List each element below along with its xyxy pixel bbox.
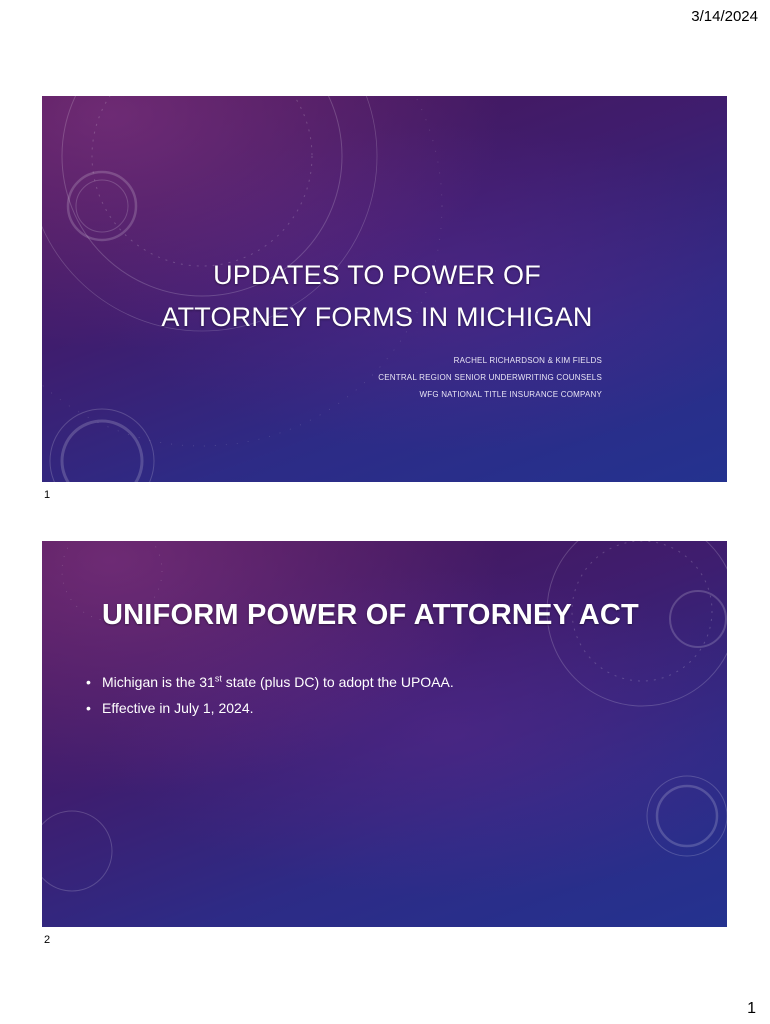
slide-2-number: 2	[44, 934, 51, 946]
slide-1-subtitle	[378, 352, 602, 403]
slide-1-subtitle-line-2: CENTRAL REGION SENIOR UNDERWRITING COUNSELS	[378, 373, 602, 382]
slide-1-number: 1	[44, 489, 51, 501]
slide-1-subtitle-line-1: RACHEL RICHARDSON & KIM FIELDS	[453, 356, 602, 365]
slide-2-bullets	[86, 669, 454, 721]
page-number: 1	[747, 1000, 756, 1017]
slide-2-title: UNIFORM POWER OF ATTORNEY ACT	[102, 599, 639, 631]
slide-1	[42, 96, 727, 482]
slide-1-title-line-1: UPDATES TO POWER OF	[213, 260, 541, 290]
slide-1-title-line-2: ATTORNEY FORMS IN MICHIGAN	[161, 302, 593, 332]
list-item: • Michigan is the 31st state (plus DC) to adopt the UPOAA.	[86, 669, 454, 695]
page-date: 3/14/2024	[691, 8, 758, 25]
list-item: • Effective in July 1, 2024.	[86, 695, 454, 721]
slide-1-subtitle-line-3: WFG NATIONAL TITLE INSURANCE COMPANY	[419, 390, 602, 399]
slide-2	[42, 541, 727, 927]
slide-1-title	[42, 254, 712, 338]
